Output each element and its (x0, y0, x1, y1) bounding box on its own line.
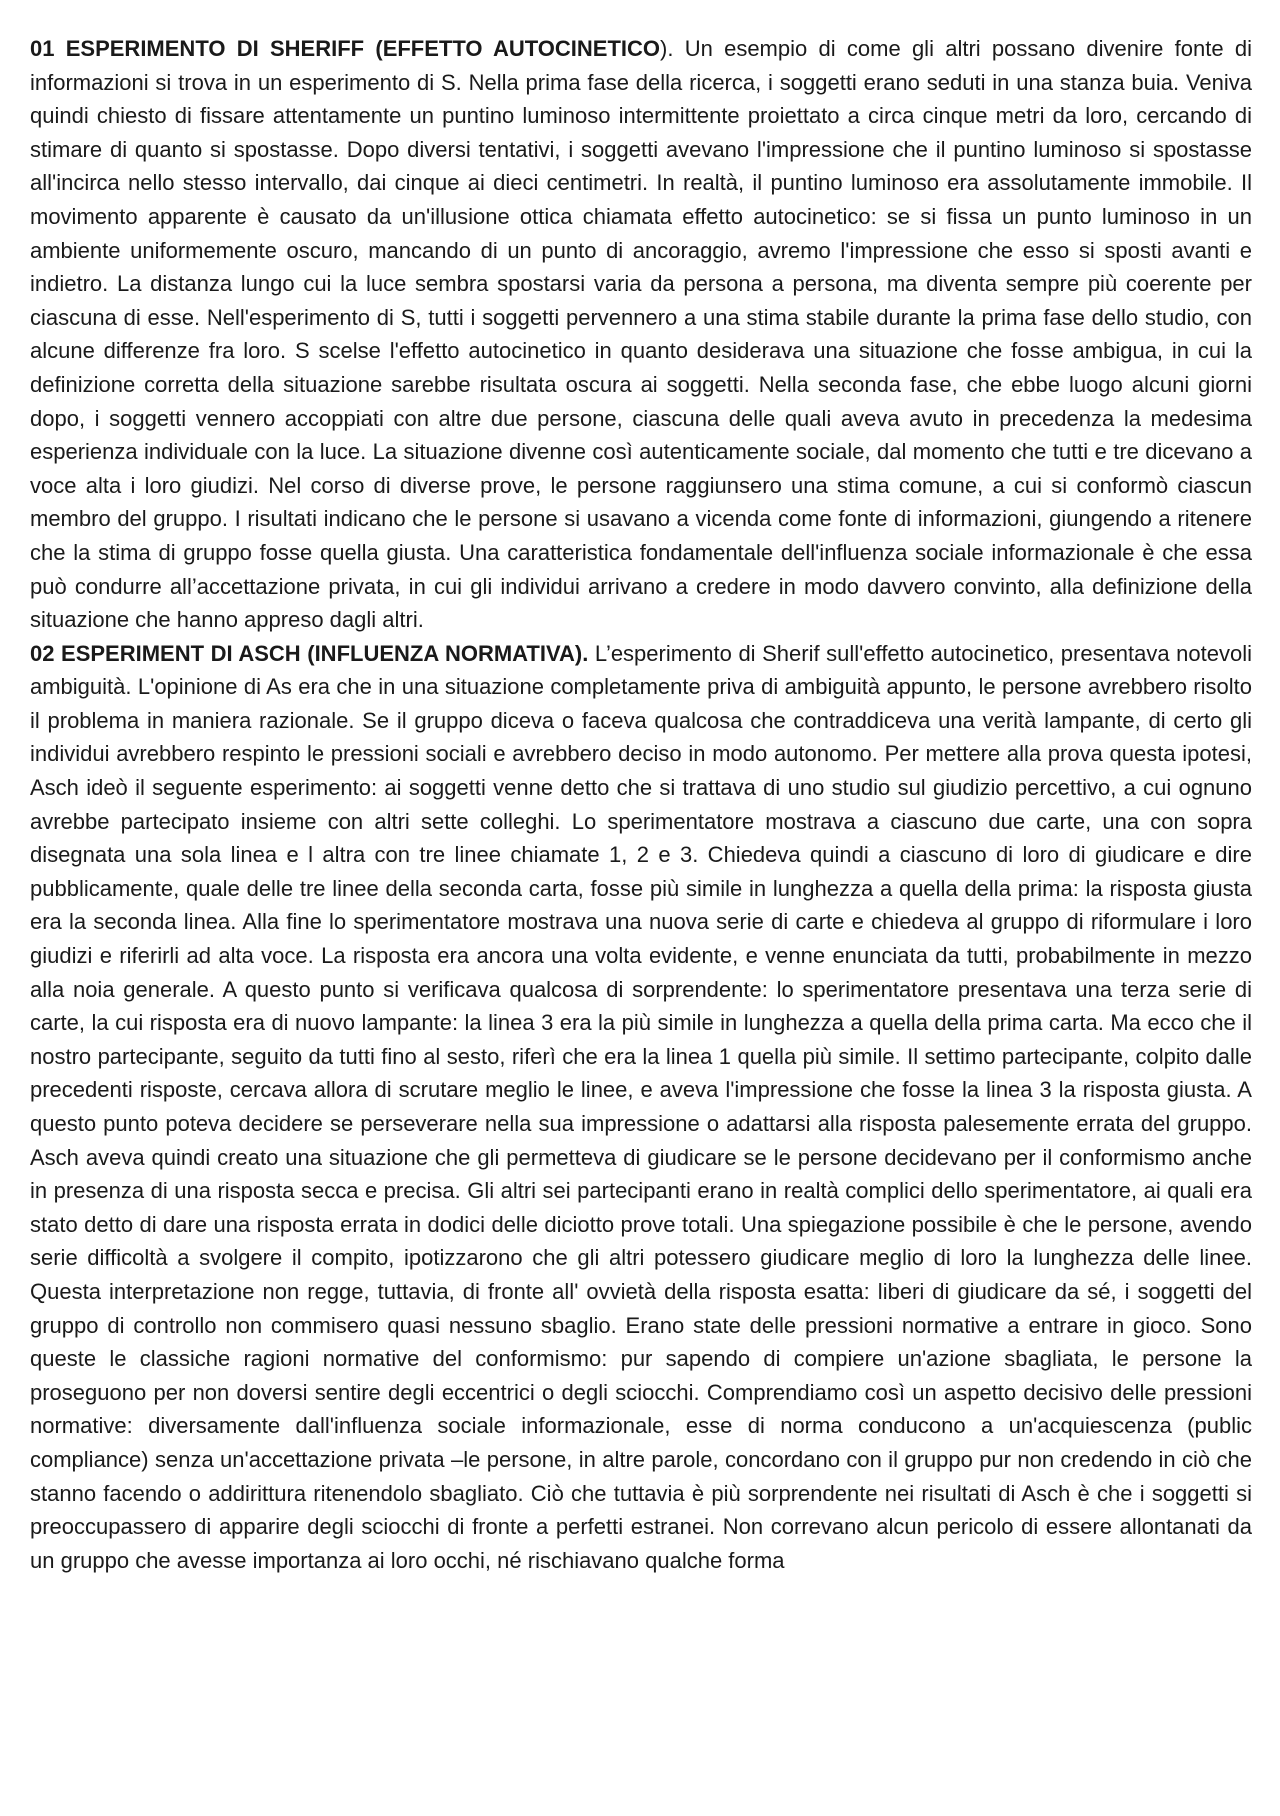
section-body-sheriff: ). Un esempio di come gli altri possano divenire fonte di informazioni si trova in un esperimento di S. Nella prima fase della ricerca, i soggetti erano seduti in una stanza buia. Veniva quindi chiesto di fissare attentamente un puntino luminoso intermittente proiettato a circa cinque metri da loro, cercando di stimare di quanto si spostasse. Dopo diversi tentativi, i soggetti avevano l'impressione che il puntino luminoso si spostasse all'incirca nello stesso intervallo, dai cinque ai dieci centimetri. In realtà, il puntino luminoso era assolutamente immobile. Il movimento apparente è causato da un'illusione ottica chiamata effetto autocinetico: se si fissa un punto luminoso in un ambiente uniformemente oscuro, mancando di un punto di ancoraggio, avremo l'impressione che esso si sposti avanti e indietro. La distanza lungo cui la luce sembra spostarsi varia da persona a persona, ma diventa sempre più coerente per ciascuna di esse. Nell'esperimento di S, tutti i soggetti pervennero a una stima stabile durante la prima fase dello studio, con alcune differenze fra loro. S scelse l'effetto autocinetico in quanto desiderava una situazione che fosse ambigua, in cui la definizione corretta della situazione sarebbe risultata oscura ai soggetti. Nella seconda fase, che ebbe luogo alcuni giorni dopo, i soggetti vennero accoppiati con altre due persone, ciascuna delle quali aveva avuto in precedenza la medesima esperienza individuale con la luce. La situazione divenne così autenticamente sociale, dal momento che tutti e tre dicevano a voce alta i loro giudizi. Nel corso di diverse prove, le persone raggiunsero una stima comune, a cui si conformò ciascun membro del gruppo. I risultati indicano che le persone si usavano a vicenda come fonte di informazioni, giungendo a ritenere che la stima di gruppo fosse quella giusta. Una caratteristica fondamentale dell'influenza sociale informazionale è che essa può condurre all’accettazione privata, in cui gli individui arrivano a credere in modo davvero convinto, alla definizione della situazione che hanno appreso dagli altri. (30, 36, 1252, 633)
section-heading-sheriff: 01 ESPERIMENTO DI SHERIFF (EFFETTO AUTOCINETICO (30, 36, 660, 61)
section-sheriff (30, 32, 1252, 637)
document-page (30, 32, 1252, 1792)
section-asch (30, 637, 1252, 1578)
section-heading-asch: 02 ESPERIMENT DI ASCH (INFLUENZA NORMATIVA). (30, 640, 589, 666)
section-body-asch: L’esperimento di Sherif sull'effetto autocinetico, presentava notevoli ambiguità. L'opinione di As era che in una situazione completamente priva di ambiguità appunto, le persone avrebbero risolto il problema in maniera razionale. Se il gruppo diceva o faceva qualcosa che contraddiceva una verità lampante, di certo gli individui avrebbero respinto le pressioni sociali e avrebbero deciso in modo autonomo. Per mettere alla prova questa ipotesi, Asch ideò il seguente esperimento: ai soggetti venne detto che si trattava di uno studio sul giudizio percettivo, a cui ognuno avrebbe partecipato insieme con altri sette colleghi. Lo sperimentatore mostrava a ciascuno due carte, una con sopra disegnata una sola linea e l altra con tre linee chiamate 1, 2 e 3. Chiedeva quindi a ciascuno di loro di giudicare e dire pubblicamente, quale delle tre linee della seconda carta, fosse più simile in lunghezza a quella della prima: la risposta giusta era la seconda linea. Alla fine lo sperimentatore mostrava una nuova serie di carte e chiedeva al gruppo di riformulare i loro giudizi e riferirli ad alta voce. La risposta era ancora una volta evidente, e venne enunciata da tutti, probabilmente in mezzo alla noia generale. A questo punto si verificava qualcosa di sorprendente: lo sperimentatore presentava una terza serie di carte, la cui risposta era di nuovo lampante: la linea 3 era la più simile in lunghezza a quella della prima carta. Ma ecco che il nostro partecipante, seguito da tutti fino al sesto, riferì che era la linea 1 quella più simile. Il settimo partecipante, colpito dalle precedenti risposte, cercava allora di scrutare meglio le linee, e aveva l'impressione che fosse la linea 3 la risposta giusta. A questo punto poteva decidere se perseverare nella sua impressione o adattarsi alla risposta palesemente errata del gruppo. Asch aveva quindi creato una situazione che gli permetteva di giudicare se le persone decidevano per il conformismo anche in presenza di una risposta secca e precisa. Gli altri sei partecipanti erano in realtà complici dello sperimentatore, ai quali era stato detto di dare una risposta errata in dodici delle diciotto prove totali. Una spiegazione possibile è che le persone, avendo serie difficoltà a svolgere il compito, ipotizzarono che gli altri potessero giudicare meglio di loro la lunghezza delle linee. Questa interpretazione non regge, tuttavia, di fronte all' ovvietà della risposta esatta: liberi di giudicare da sé, i soggetti del gruppo di controllo non commisero quasi nessuno sbaglio. Erano state delle pressioni normative a entrare in gioco. Sono queste le classiche ragioni normative del conformismo: pur sapendo di compiere un'azione sbagliata, le persone la proseguono per non doversi sentire degli eccentrici o degli sciocchi. Comprendiamo così un aspetto decisivo delle pressioni normative: diversamente dall'influenza sociale informazionale, esse di norma conducono a un'acquiescenza (public compliance) senza un'accettazione privata –le persone, in altre parole, concordano con il gruppo pur non credendo in ciò che stanno facendo o addirittura ritenendolo sbagliato. Ciò che tuttavia è più sorprendente nei risultati di Asch è che i soggetti si preoccupassero di apparire degli sciocchi di fronte a perfetti estranei. Non correvano alcun pericolo di essere allontanati da un gruppo che avesse importanza ai loro occhi, né rischiavano qualche forma (30, 640, 1252, 1573)
